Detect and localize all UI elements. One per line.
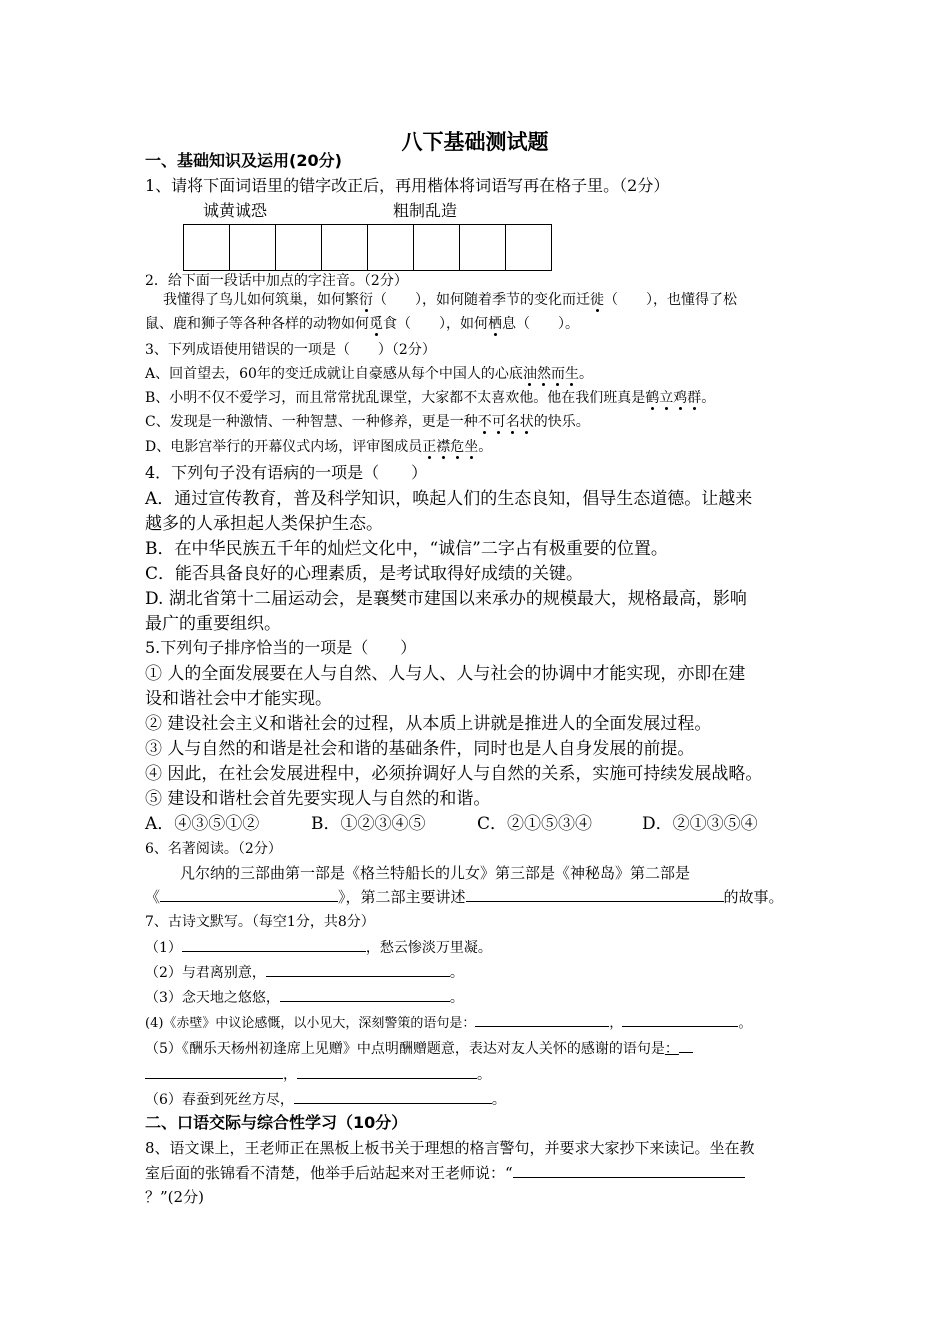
q7-item-5: （5）《酬乐天杨州初逢席上见赠》中点明酬赠题意，表达对友人关怀的感谢的语句是： — [145, 1038, 693, 1059]
q5-sentence-2: ② 建设社会主义和谐社会的过程，从本质上讲就是推进人的全面发展过程。 — [145, 714, 712, 734]
grid-cell[interactable] — [506, 224, 552, 271]
section-2-heading: 二、口语交际与综合性学习（10分） — [145, 1113, 408, 1132]
q5-option-d: D．②①③⑤④ — [642, 814, 758, 834]
q7-blank-4b[interactable] — [622, 1012, 738, 1027]
q7-text: 7、古诗文默写。（每空1分，共8分） — [145, 914, 375, 930]
grid-cell[interactable] — [184, 224, 230, 271]
q7-blank-6[interactable] — [294, 1089, 492, 1104]
q8-line-3: ？”(2分) — [145, 1188, 204, 1206]
q8-line-1: 8、语文课上，王老师正在黑板上板书关于理想的格言警句，并要求大家抄下来读记。坐在教 — [145, 1139, 755, 1157]
q3-option-b: B、小明不仅不爱学习，而且常常扰乱课堂，大家都不太喜欢他。他在我们班真是鹤立鸡群。 — [145, 390, 716, 406]
q6-line-2: 《 》，第二部主要讲述 的故事。 — [145, 888, 784, 906]
q6-blank-book[interactable] — [160, 887, 338, 902]
q8-line-2: 室后面的张锦看不清楚，他举手后站起来对王老师说：“ — [145, 1163, 745, 1183]
q7-blank-3[interactable] — [280, 987, 450, 1002]
q4-option-a-line-1: A．通过宣传教育，普及科学知识，唤起人们的生态良知，倡导生态道德。让越来 — [145, 489, 753, 509]
q3-option-a: A、回首望去，60年的变迁成就让自豪感从每个中国人的心底油然而生。 — [145, 366, 593, 382]
q7-blank-4a[interactable] — [475, 1012, 609, 1027]
grid-cell[interactable] — [322, 224, 368, 271]
q5-option-b: B．①②③④⑤ — [311, 814, 426, 834]
q1-word-1: 诚黄诚恐 — [203, 201, 268, 220]
grid-cell[interactable] — [230, 224, 276, 271]
q7-blank-2[interactable] — [266, 962, 450, 977]
q7-item-3: （3）念天地之悠悠， 。 — [145, 987, 464, 1008]
q3-c-idiom: 不可名状 — [477, 414, 534, 430]
q3-option-d: D、电影宫举行的开幕仪式内场，评审图成员正襟危坐。 — [145, 439, 493, 455]
q3-a-idiom: 油然而生 — [522, 366, 579, 382]
q4-option-d-line-2: 最广的重要组织。 — [145, 614, 281, 634]
q5-sentence-3: ③ 人与自然的和谐是社会和谐的基础条件，同时也是人自身发展的前提。 — [145, 739, 695, 759]
q5-sentence-1-line-2: 设和谐社会中才能实现。 — [145, 689, 332, 709]
q7-blank-5a[interactable] — [145, 1064, 283, 1079]
q7-item-4: (4)《赤壁》中议论感慨，以小见大，深刻警策的语句是： ， 。 — [145, 1012, 751, 1034]
q6-text: 6、名著阅读。（2分） — [145, 841, 282, 857]
grid-cell[interactable] — [276, 224, 322, 271]
grid-cell[interactable] — [460, 224, 506, 271]
q7-item-6: （6）春蚕到死丝方尽， 。 — [145, 1089, 506, 1110]
writing-grid — [183, 224, 552, 271]
page-title: 八下基础测试题 — [401, 130, 549, 154]
q7-blank-5b[interactable] — [297, 1064, 477, 1079]
q3-d-idiom: 正襟危坐 — [422, 439, 479, 455]
q8-blank[interactable] — [513, 1163, 745, 1178]
q5-option-c: C．②①⑤③④ — [477, 814, 593, 834]
q2-para-line-1: 我懂得了鸟儿如何筑巢，如何繁衍（ ），如何随着季节的变化而迁徙（ ），也懂得了松 — [163, 292, 737, 308]
q6-blank-story[interactable] — [466, 887, 724, 902]
q7-item-5-blanks: ， 。 — [145, 1064, 491, 1085]
q2-text: 2．给下面一段话中加点的字注音。（2分） — [145, 273, 408, 289]
q7-item-2: （2）与君离别意， 。 — [145, 962, 464, 983]
q5-text: 5.下列句子排序恰当的一项是（ ） — [145, 638, 417, 657]
q3-option-c: C、发现是一种激情、一种智慧、一种修养，更是一种不可名状的快乐。 — [145, 414, 590, 430]
q3-b-idiom: 鹤立鸡群 — [645, 390, 702, 406]
q5-option-a: A．④③⑤①② — [145, 814, 260, 834]
q1-text: 1、请将下面词语里的错字改正后，再用楷体将词语写再在格子里。（2分） — [145, 176, 670, 195]
q6-line-1: 凡尔纳的三部曲第一部是《格兰特船长的儿女》第三部是《神秘岛》第二部是 — [180, 864, 691, 882]
q7-blank-1[interactable] — [182, 937, 366, 952]
grid-cell[interactable] — [368, 224, 414, 271]
q7-item-1: （1） ，愁云惨淡万里凝。 — [145, 937, 492, 958]
section-1-heading: 一、基础知识及运用(20分) — [145, 151, 342, 170]
q1-word-2: 粗制乱造 — [393, 201, 458, 220]
grid-cell[interactable] — [414, 224, 460, 271]
q5-sentence-4: ④ 因此，在社会发展进程中，必须拚调好人与自然的关系，实施可持续发展战略。 — [145, 764, 763, 784]
q4-option-a-line-2: 越多的人承担起人类保护生态。 — [145, 514, 383, 534]
q3-text: 3、下列成语使用错误的一项是（ ）（2分） — [145, 342, 436, 358]
q4-text: 4．下列句子没有语病的一项是（ ） — [145, 463, 428, 482]
q5-sentence-5: ⑤ 建设和谐杜会首先要实现人与自然的和谐。 — [145, 789, 491, 809]
q4-option-b: B．在中华民族五千年的灿烂文化中，“诚信”二字占有极重要的位置。 — [145, 539, 668, 559]
q2-para-line-2: 鼠、鹿和狮子等各种各样的动物如何觅食（ ），如何栖息（ ）。 — [145, 316, 579, 332]
q4-option-c: C．能否具备良好的心理素质，是考试取得好成绩的关键。 — [145, 564, 584, 584]
q5-sentence-1-line-1: ① 人的全面发展要在人与自然、人与人、人与社会的协调中才能实现，亦即在建 — [145, 664, 746, 684]
q4-option-d-line-1: D. 湖北省第十二届运动会，是襄樊市建国以来承办的规模最大，规格最高，影响 — [145, 589, 747, 609]
